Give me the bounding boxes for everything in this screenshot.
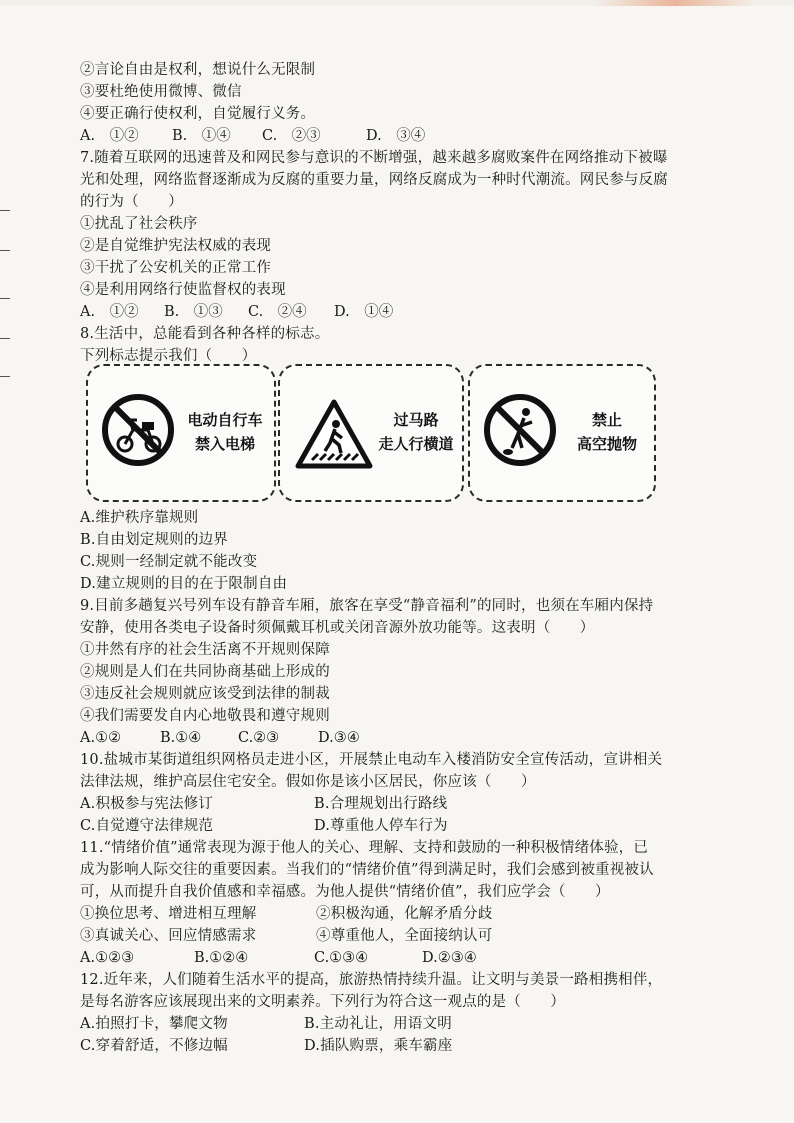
- q7-option-3: ③干扰了公安机关的正常工作: [80, 260, 272, 276]
- q9-stem: 9.目前多趟复兴号列车设有静音车厢，旅客在享受“静音福利”的同时，也须在车厢内保持: [80, 598, 654, 614]
- q12-choice-a[interactable]: A.拍照打卡，攀爬文物: [80, 1016, 228, 1032]
- sign-crosswalk: [278, 364, 464, 502]
- q12-stem-2: 是每名游客应该展现出来的文明素养。下列行为符合这一观点的是（ ）: [80, 994, 566, 1010]
- q7-choice-c[interactable]: C. ②④: [248, 304, 307, 320]
- q7-option-1: ①扰乱了社会秩序: [80, 216, 198, 232]
- q7-stem-3: 的行为（ ）: [80, 194, 183, 210]
- q7-choice-b[interactable]: B. ①③: [164, 304, 223, 320]
- q9-option-1: ①井然有序的社会生活离不开规则保障: [80, 642, 330, 658]
- no-throwing-icon: [482, 392, 558, 468]
- q9-choice-a[interactable]: A.①②: [80, 730, 122, 746]
- q10-row-2: [80, 816, 448, 836]
- q11-option-4: ④尊重他人，全面接纳认可: [316, 928, 493, 944]
- q9-choice-b[interactable]: B.①④: [160, 730, 202, 746]
- q11-option-3: ③真诚关心、回应情感需求: [80, 928, 257, 944]
- q6-choice-c[interactable]: C. ②③: [262, 128, 321, 144]
- q7-option-4: ④是利用网络行使监督权的表现: [80, 282, 286, 298]
- q10-choice-d[interactable]: D.尊重他人停车行为: [314, 818, 448, 834]
- sign-1-line-2: 禁入电梯: [194, 435, 255, 453]
- q10-stem-2: 法律法规，维护高层住宅安全。假如你是该小区居民，你应该（ ）: [80, 774, 536, 790]
- q11-choice-a[interactable]: A.①②③: [80, 950, 135, 966]
- q10-choice-b[interactable]: B.合理规划出行路线: [314, 796, 448, 812]
- q7-choice-a[interactable]: A. ①②: [80, 304, 139, 320]
- sign-3-line-2: 高空抛物: [576, 435, 637, 453]
- sign-no-throwing: [468, 364, 656, 502]
- q9-choices: [80, 728, 360, 748]
- q7-stem: 7.随着互联网的迅速普及和网民参与意识的不断增强，越来越多腐败案件在网络推动下被曝: [80, 150, 668, 166]
- q6-choices: [80, 126, 425, 146]
- q11-option-1: ①换位思考、增进相互理解: [80, 906, 257, 922]
- q9-stem-2: 安静，使用各类电子设备时须佩戴耳机或关闭音源外放功能等。这表明（ ）: [80, 620, 595, 636]
- binding-marks: [0, 210, 12, 380]
- sign-3-line-1: 禁止: [591, 411, 622, 429]
- sign-images: [86, 364, 656, 500]
- top-color-strip: [0, 0, 794, 6]
- q6-option-4: ④要正确行使权利，自觉履行义务。: [80, 106, 316, 122]
- q9-option-3: ③违反社会规则就应该受到法律的制裁: [80, 686, 330, 702]
- q10-choice-a[interactable]: A.积极参与宪法修订: [80, 796, 214, 812]
- q8-choice-a[interactable]: A.维护秩序靠规则: [80, 510, 199, 526]
- q8-choice-b[interactable]: B.自由划定规则的边界: [80, 532, 228, 548]
- q9-option-2: ②规则是人们在共同协商基础上形成的: [80, 664, 330, 680]
- q8-stem-2: 下列标志提示我们（ ）: [80, 348, 257, 364]
- q12-row-1: [80, 1014, 452, 1034]
- pedestrian-crossing-icon: [294, 398, 374, 470]
- q8-choice-c[interactable]: C.规则一经制定就不能改变: [80, 554, 258, 570]
- q12-row-2: [80, 1036, 452, 1056]
- q11-choice-d[interactable]: D.②③④: [422, 950, 477, 966]
- q12-choice-d[interactable]: D.插队购票，乘车霸座: [304, 1038, 453, 1054]
- sign-1-line-1: 电动自行车: [187, 411, 263, 429]
- q11-choice-b[interactable]: B.①②④: [194, 950, 249, 966]
- q8-stem: 8.生活中，总能看到各种各样的标志。: [80, 326, 330, 342]
- sign-no-ebike: [86, 364, 276, 502]
- no-ebike-icon: [100, 392, 176, 468]
- q10-choice-c[interactable]: C.自觉遵守法律规范: [80, 818, 214, 834]
- q11-stem: 11.“情绪价值”通常表现为源于他人的关心、理解、支持和鼓励的一种积极情绪体验，已: [80, 840, 649, 856]
- q10-stem: 10.盐城市某街道组织网格员走进小区，开展禁止电动车入楼消防安全宣传活动，宣讲相关: [80, 752, 663, 768]
- q8-choice-d[interactable]: D.建立规则的目的在于限制自由: [80, 576, 288, 592]
- q9-choice-c[interactable]: C.②③: [238, 730, 280, 746]
- q12-choice-c[interactable]: C.穿着舒适，不修边幅: [80, 1038, 228, 1054]
- q6-option-2: ②言论自由是权利，想说什么无限制: [80, 62, 316, 78]
- q6-option-3: ③要杜绝使用微博、微信: [80, 84, 242, 100]
- q11-stem-2: 成为影响人际交往的重要因素。当我们的“情绪价值”得到满足时，我们会感到被重视被认: [80, 862, 654, 878]
- q9-choice-d[interactable]: D.③④: [318, 730, 360, 746]
- q6-choice-d[interactable]: D. ③④: [366, 128, 426, 144]
- q7-option-2: ②是自觉维护宪法权威的表现: [80, 238, 272, 254]
- sign-2-line-2: 走人行横道: [378, 435, 454, 453]
- q7-stem-2: 光和处理，网络监督逐渐成为反腐的重要力量，网络反腐成为一种时代潮流。网民参与反腐: [80, 172, 668, 188]
- q11-option-2: ②积极沟通，化解矛盾分歧: [316, 906, 493, 922]
- q12-choice-b[interactable]: B.主动礼让，用语文明: [304, 1016, 452, 1032]
- q12-stem: 12.近年来，人们随着生活水平的提高，旅游热情持续升温。让文明与美景一路相携相伴，: [80, 972, 663, 988]
- q6-choice-b[interactable]: B. ①④: [172, 128, 231, 144]
- q11-stem-3: 可，从而提升自我价值感和幸福感。为他人提供“情绪价值”，我们应学会（ ）: [80, 884, 610, 900]
- q11-options-row-2: [80, 926, 492, 946]
- q9-option-4: ④我们需要发自内心地敬畏和遵守规则: [80, 708, 330, 724]
- q7-choices: [80, 302, 393, 322]
- q11-options-row-1: [80, 904, 492, 924]
- q7-choice-d[interactable]: D. ①④: [334, 304, 394, 320]
- q11-choices: [80, 948, 477, 968]
- q6-choice-a[interactable]: A. ①②: [80, 128, 139, 144]
- q10-row-1: [80, 794, 447, 814]
- q11-choice-c[interactable]: C.①③④: [314, 950, 369, 966]
- sign-2-line-1: 过马路: [393, 411, 439, 429]
